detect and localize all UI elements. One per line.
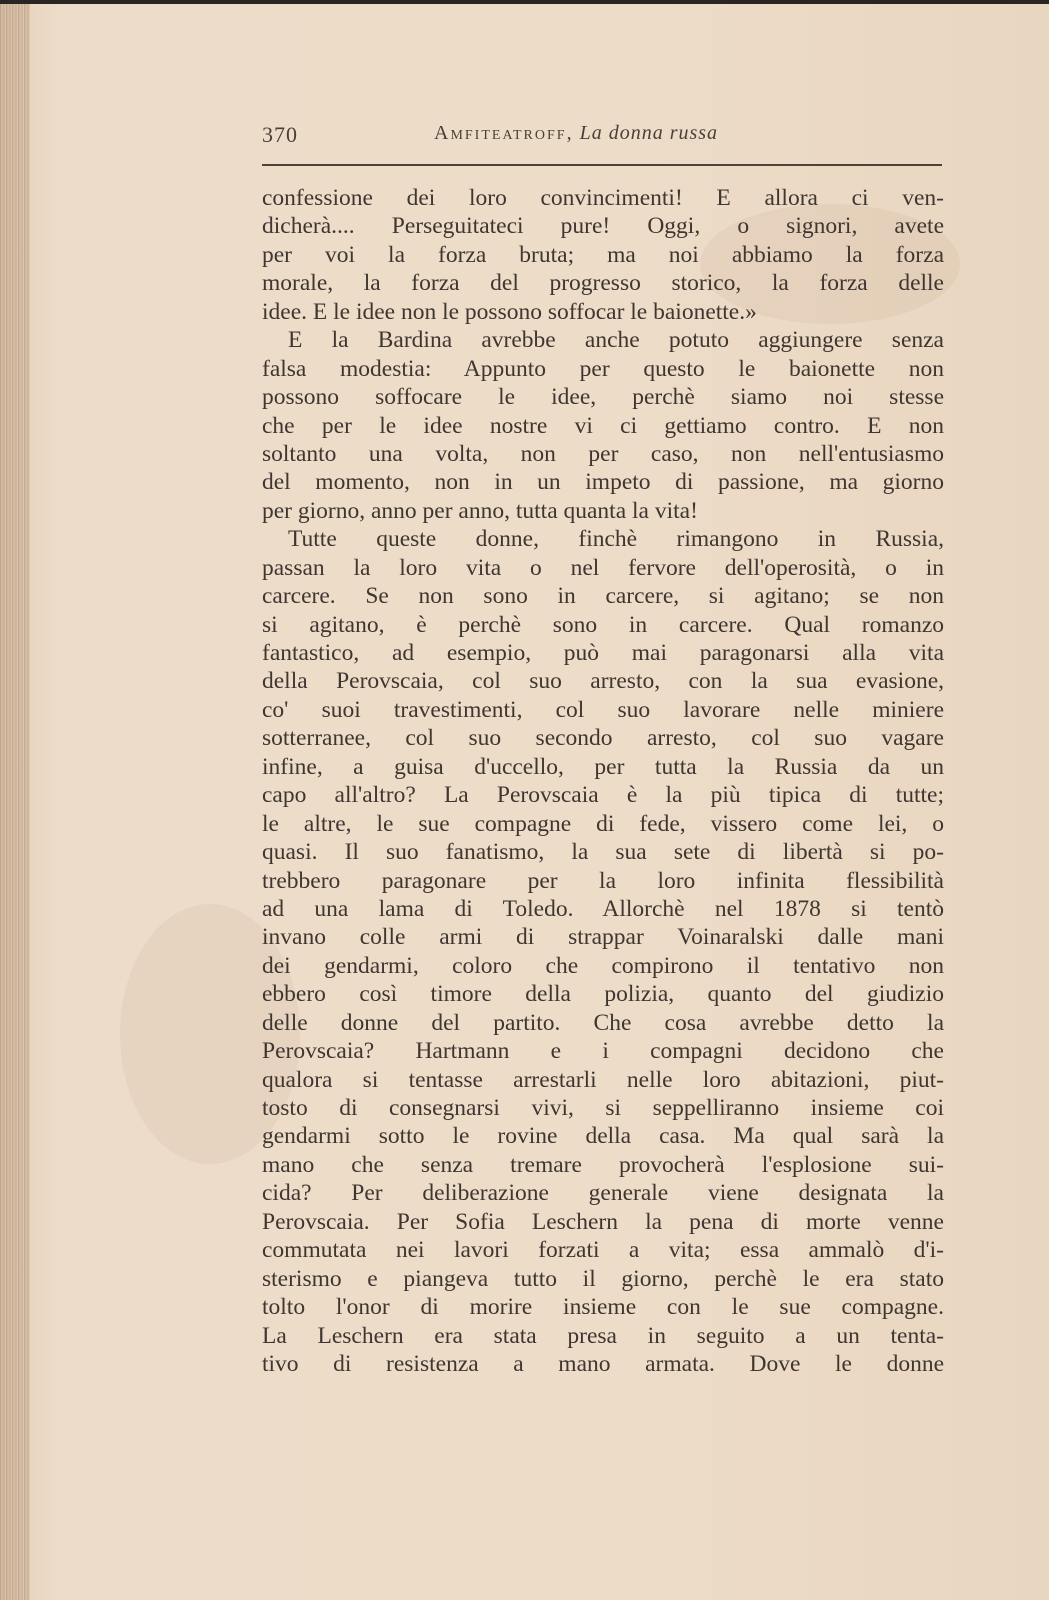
- text-line: Perovscaia? Hartmann e i compagni decidono che: [262, 1038, 944, 1065]
- text-line: fantastico, ad esempio, può mai paragonarsi alla vita: [262, 640, 944, 666]
- text-line: si agitano, è perchè sono in carcere. Qual romanzo: [262, 611, 944, 638]
- text-line: Tutte queste donne, finchè rimangono in Russia,: [288, 526, 944, 553]
- text-line: infine, a guisa d'uccello, per tutta la Russia da un: [262, 753, 944, 780]
- text-line: per giorno, anno per anno, tutta quanta la vita!: [262, 497, 698, 524]
- text-line: carcere. Se non sono in carcere, si agitano; se non: [262, 583, 944, 610]
- text-line: confessione dei loro convincimenti! E allora ci ven-: [262, 185, 944, 211]
- text-line: E la Bardina avrebbe anche potuto aggiungere senza: [288, 327, 944, 354]
- text-line: tosto di consegnarsi vivi, si seppelliranno insieme coi: [262, 1095, 944, 1121]
- text-line: sotterranee, col suo secondo arresto, col suo vagare: [262, 725, 944, 752]
- text-line: della Perovscaia, col suo arresto, con la sua evasione,: [262, 668, 944, 695]
- text-line: tolto l'onor di morire insieme con le sue compagne.: [262, 1294, 944, 1321]
- body-text: [262, 184, 944, 1378]
- text-line: La Leschern era stata presa in seguito a un tenta-: [262, 1322, 944, 1349]
- text-line: dicherà.... Perseguitateci pure! Oggi, o signori, avete: [262, 213, 944, 240]
- text-line: che per le idee nostre vi ci gettiamo contro. E non: [262, 412, 944, 439]
- text-line: soltanto una volta, non per caso, non nell'entusiasmo: [262, 440, 944, 467]
- text-line: gendarmi sotto le rovine della casa. Ma qual sarà la: [262, 1123, 944, 1150]
- text-line: per voi la forza bruta; ma noi abbiamo la forza: [262, 241, 944, 268]
- page-edges: [0, 4, 30, 1600]
- text-line: ad una lama di Toledo. Allorchè nel 1878 si tentò: [262, 895, 944, 922]
- text-line: le altre, le sue compagne di fede, vissero come lei, o: [262, 810, 944, 837]
- text-line: qualora si tentasse arrestarli nelle loro abitazioni, piut-: [262, 1066, 944, 1093]
- text-line: delle donne del partito. Che cosa avrebbe detto la: [262, 1009, 944, 1036]
- text-line: idee. E le idee non le possono soffocar le baionette.»: [262, 298, 757, 325]
- text-line: passan la loro vita o nel fervore dell'operosità, o in: [262, 554, 944, 581]
- text-line: possono soffocare le idee, perchè siamo noi stesse: [262, 384, 944, 411]
- text-line: dei gendarmi, coloro che compirono il tentativo non: [262, 952, 944, 979]
- running-author: Amfiteatroff,: [434, 122, 574, 144]
- text-line: tivo di resistenza a mano armata. Dove le donne: [262, 1350, 944, 1377]
- text-line: del momento, non in un impeto di passione, ma giorno: [262, 469, 944, 496]
- running-work-title: La donna russa: [579, 122, 719, 144]
- text-line: sterismo e piangeva tutto il giorno, perchè le era stato: [262, 1265, 944, 1292]
- text-line: co' suoi travestimenti, col suo lavorare nelle miniere: [262, 696, 944, 723]
- running-header: [262, 118, 942, 148]
- header-rule: [262, 164, 942, 166]
- page-number: 370: [262, 122, 298, 147]
- text-line: morale, la forza del progresso storico, la forza delle: [262, 270, 944, 297]
- text-line: ebbero così timore della polizia, quanto del giudizio: [262, 981, 944, 1008]
- text-line: falsa modestia: Appunto per questo le baionette non: [262, 355, 944, 382]
- book-page: [0, 4, 1049, 1600]
- text-line: Perovscaia. Per Sofia Leschern la pena di morte venne: [262, 1208, 944, 1235]
- text-line: commutata nei lavori forzati a vita; essa ammalò d'i-: [262, 1237, 944, 1264]
- text-line: quasi. Il suo fanatismo, la sua sete di libertà si po-: [262, 839, 944, 866]
- running-title: [434, 122, 718, 145]
- text-line: cida? Per deliberazione generale viene designata la: [262, 1180, 944, 1207]
- text-line: trebbero paragonare per la loro infinita flessibilità: [262, 867, 944, 894]
- text-line: mano che senza tremare provocherà l'esplosione sui-: [262, 1151, 944, 1178]
- text-line: invano colle armi di strappar Voinaralski dalle mani: [262, 924, 944, 951]
- text-line: capo all'altro? La Perovscaia è la più tipica di tutte;: [262, 782, 944, 809]
